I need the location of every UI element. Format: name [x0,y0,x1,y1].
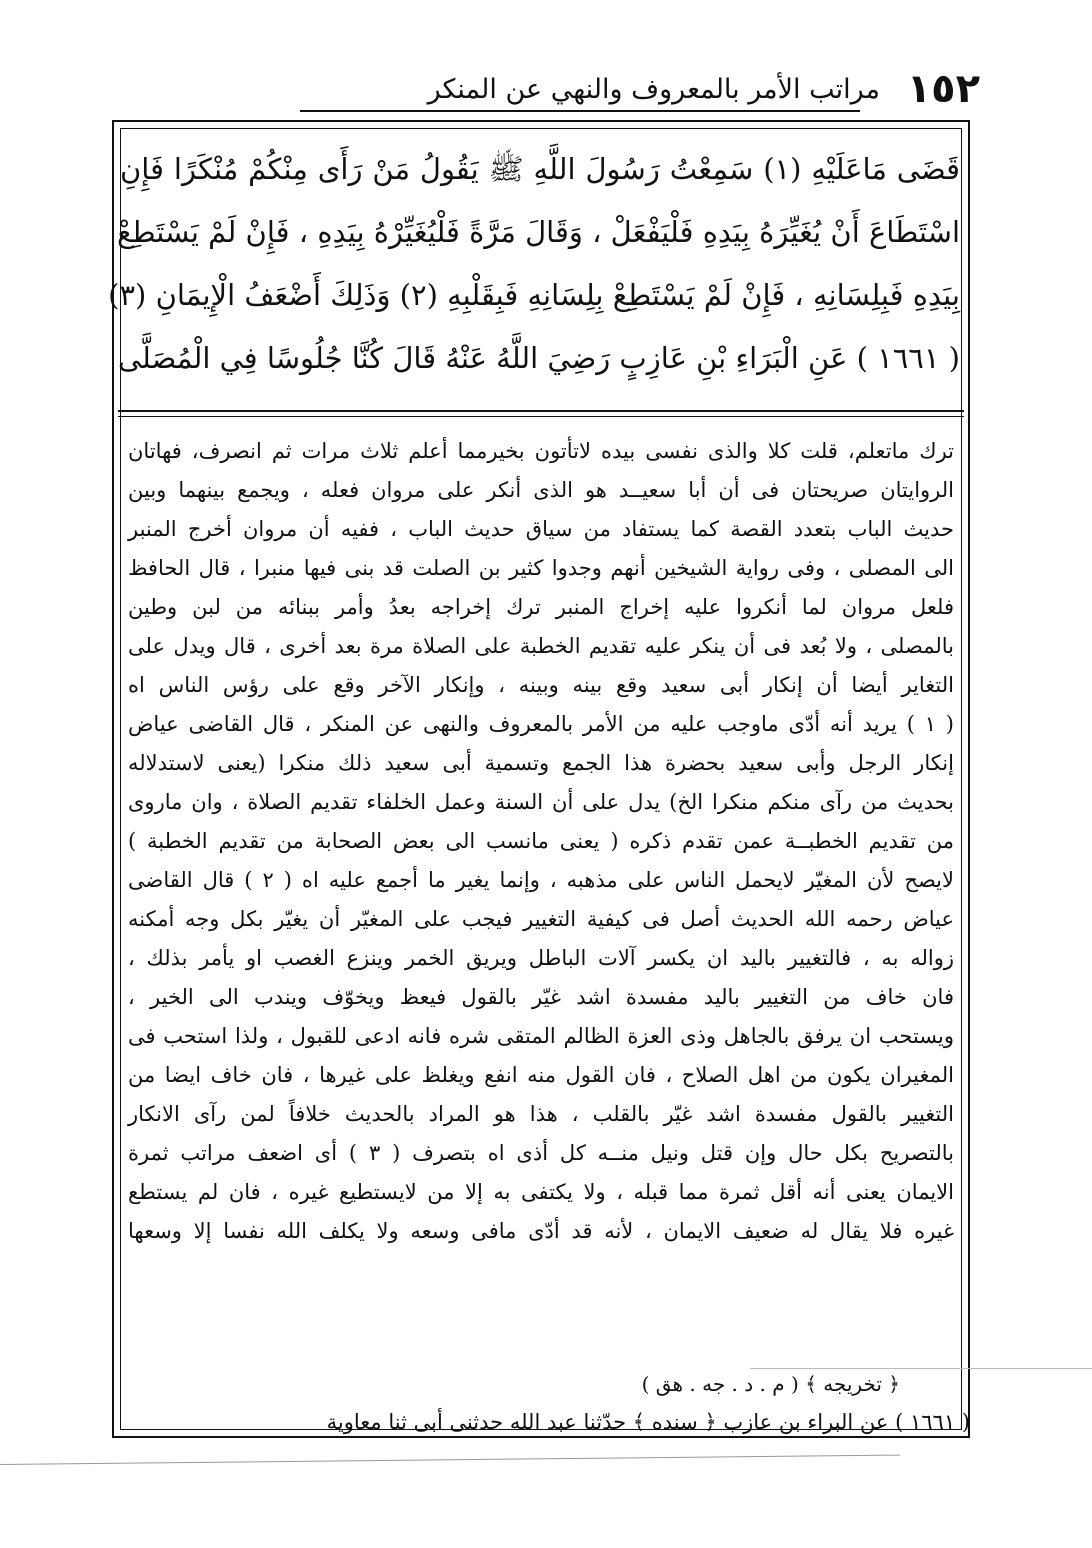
hadith-line: قَضَى مَاعَلَيْهِ (١) سَمِعْتُ رَسُولَ اللَّهِ ﷺ يَقُولُ مَنْ رَأَى مِنْكُمْ مُنْكَرًا فَإِنِ [120,152,960,186]
scan-artifact-line [750,1368,1092,1369]
commentary-line: فان خاف من التغيير باليد مفسدة اشد غيّر بالقول فيعظ ويخوّف ويندب الى الخير ، [128,985,954,1009]
commentary-line: إنكار الرجل وأبى سعيد بحضرة هذا الجمع وتسمية أبى سعيد ذلك منكرا (يعنى لاستدلاله [128,751,954,775]
commentary-line: الايمان يعنى أنه أقل ثمرة مما قبله ، ولا يكتفى به إلا من لايستطيع غيره ، فان لم يستطع [128,1180,954,1204]
commentary-line: ترك ماتعلم، قلت كلا والذى نفسى بيده لاتأتون بخيرمما أعلم ثلاث مرات ثم انصرف، فهاتان [128,439,954,463]
commentary-line: بالمصلى ، ولا بُعد فى أن ينكر عليه تقديم الخطبة على الصلاة مرة بعد أخرى ، قال ويدل على [128,634,954,658]
commentary-line: الروايتان صريحتان فى أن أبا سعيــد هو الذى أنكر على مروان فعله ، ويجمع بينهما وبين [128,478,954,502]
scan-artifact-line [0,1455,900,1465]
footer-chain-line: ( ١٦٦١ ) عن البراء بن عازب ﴿ سنده ﴾ حدّثنا عبد الله حدثنى أبى ثنا معاوية [326,1410,970,1434]
hadith-line: بِيَدِهِ فَبِلِسَانِهِ ، فَإِنْ لَمْ يَسْتَطِعْ بِلِسَانِهِ فَبِقَلْبِهِ (٢) وَذَلِكَ أَضْعَفُ الْإِيمَانِ (٣) [108,278,960,312]
commentary-line: لايصح لأن المغيّر لايحمل الناس على مذهبه ، وإنما يغير ما أجمع عليه اه ( ٢ ) قال القاضى [128,868,954,892]
commentary-line: بالتصريح بكل حال وإن قتل ونيل منــه كل أذى اه بتصرف ( ٣ ) أى اضعف مراتب ثمرة [128,1141,954,1165]
header-rule [300,110,860,112]
page-header [300,60,980,114]
commentary-line: ويستحب ان يرفق بالجاهل وذى العزة الظالم المتقى شره فانه ادعى للقبول ، ولذا استحب فى [128,1024,954,1048]
commentary-line: التغاير أيضا أن إنكار أبى سعيد وقع بينه وبينه ، وإنكار الآخر وقع على رؤس الناس اه [128,673,954,697]
commentary-line: ( ١ ) يريد أنه أدّى ماوجب عليه من الأمر بالمعروف والنهى عن المنكر ، قال القاضى عياض [128,712,954,736]
section-divider-thin [118,416,964,417]
commentary-line: المغيران يكون من اهل الصلاح ، فان القول منه انفع ويغلظ على غيرها ، فان خاف ايضا من [128,1063,954,1087]
commentary-line: الى المصلى ، وفى رواية الشيخين أنهم وجدوا كثير بن الصلت قد بنى فيها منبرا ، قال الحافظ [128,556,954,580]
takhrij-line: ﴿ تخريجه ﴾ ( م . د . جه . هق ) [641,1372,900,1396]
commentary-line: عياض رحمه الله الحديث أصل فى كيفية التغيير فيجب على المغيّر أن يغيّر بكل وجه أمكنه [128,907,954,931]
hadith-text [108,138,960,390]
hadith-line: ( ١٦٦١ ) عَنِ الْبَرَاءِ بْنِ عَازِبٍ رَضِيَ اللَّهُ عَنْهُ قَالَ كُنَّا جُلُوسًا فِي الْمُصَلَّى [117,341,960,375]
commentary-line: التغيير بالقول مفسدة اشد غيّر بالقلب ، هذا هو المراد بالحديث خلافاً لمن رآى الانكار [128,1102,954,1126]
running-title: مراتب الأمر بالمعروف والنهي عن المنكر [427,74,880,105]
section-divider [118,410,964,412]
commentary-line: من تقديم الخطبــة عمن تقدم ذكره ( يعنى مانسب الى بعض الصحابة من تقديم الخطبة ) [128,829,954,853]
hadith-line: اسْتَطَاعَ أَنْ يُغَيِّرَهُ بِيَدِهِ فَلْيَفْعَلْ ، وَقَالَ مَرَّةً فَلْيُغَيِّرْهُ بِيَدِهِ ، فَإِنْ لَمْ يَسْتَطِعْ [117,215,960,249]
commentary-line: حديث الباب بتعدد القصة كما يستفاد من سياق حديث الباب ، ففيه أن مروان أخرج المنبر [128,517,954,541]
commentary-line: بحديث من رآى منكم منكرا الخ) يدل على أن السنة وعمل الخلفاء تقديم الصلاة ، وان ماروى [128,790,954,814]
page-number: ١٥٢ [906,66,980,112]
commentary-line: زواله به ، فالتغيير باليد ان يكسر آلات الباطل ويريق الخمر وينزع الغصب او يأمر بذلك ، [128,946,954,970]
commentary-text [128,432,954,1251]
commentary-line: غيره فلا يقال له ضعيف الايمان ، لأنه قد أدّى مافى وسعه ولا يكلف الله نفسا إلا وسعها [128,1219,954,1243]
commentary-line: فلعل مروان لما أنكروا عليه إخراج المنبر ترك إخراجه بعدُ وأمر ببنائه من لبن وطين [128,595,954,619]
